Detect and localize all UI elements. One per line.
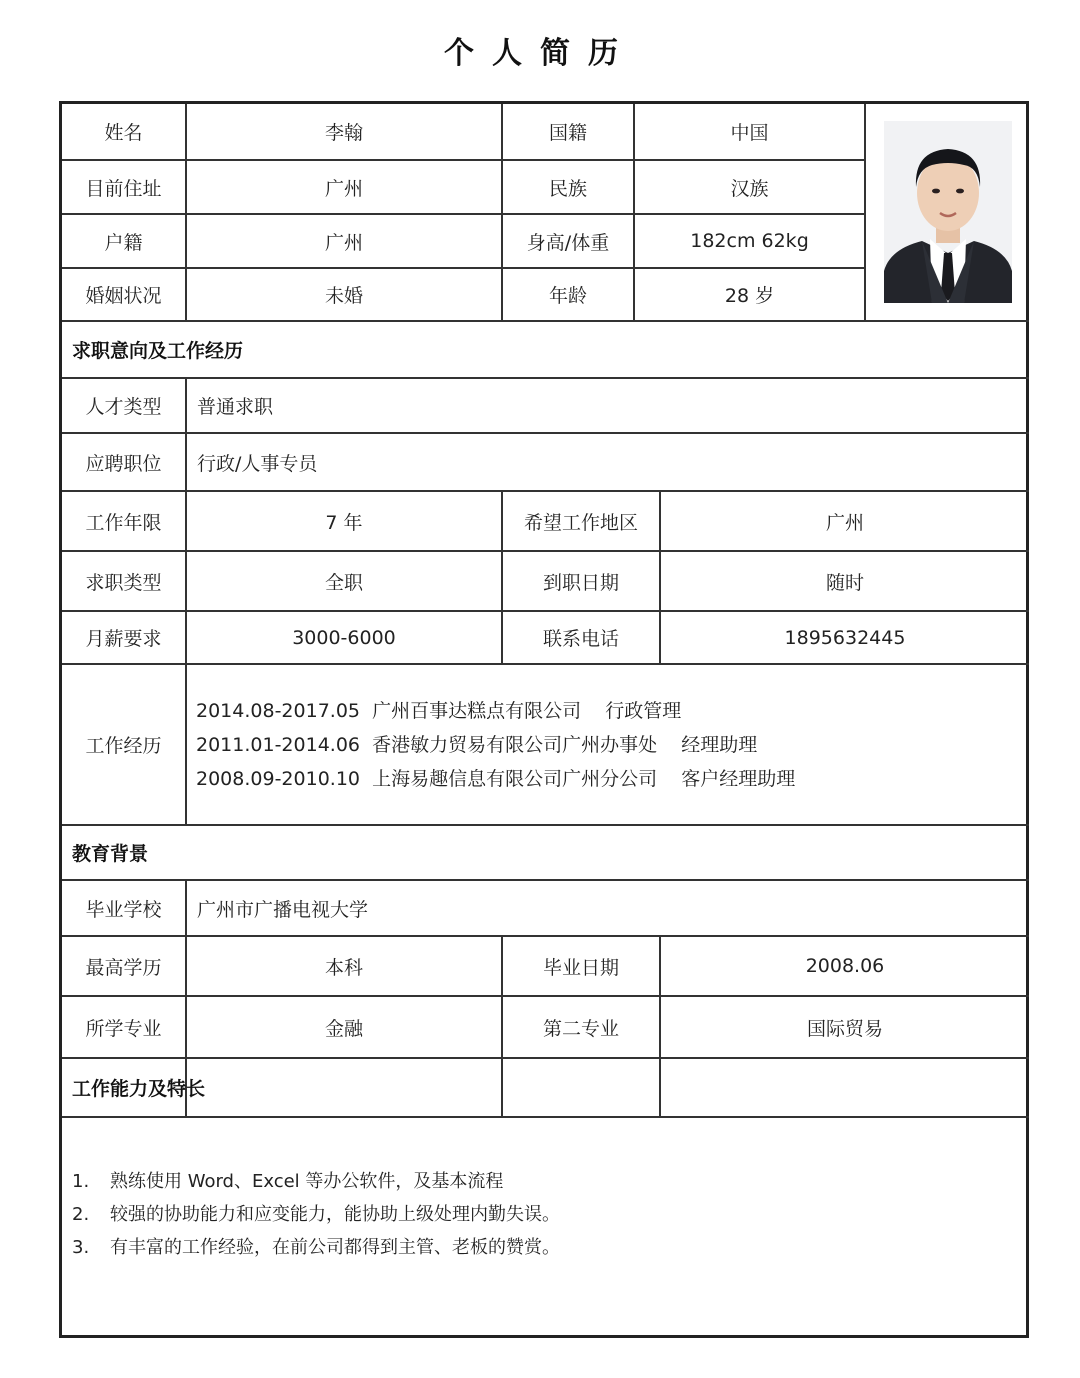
experience-period: 2014.08-2017.05 (196, 700, 360, 722)
section-title-education: 教育背景 (72, 843, 149, 865)
experience-label: 工作经历 (85, 735, 162, 757)
residence-value: 广州 (324, 177, 363, 200)
phone-value: 1895632445 (784, 626, 906, 649)
height-weight-value: 182cm 62kg (690, 230, 809, 252)
ethnicity-label: 民族 (548, 177, 587, 200)
job-type-value: 全职 (324, 571, 363, 594)
page-title: 个人简历 (444, 36, 636, 71)
school-value: 广州市广播电视大学 (197, 898, 369, 921)
grad-date-value: 2008.06 (805, 955, 885, 977)
experience-list (196, 694, 795, 796)
section-title-job: 求职意向及工作经历 (72, 340, 244, 362)
marital-value: 未婚 (324, 285, 363, 307)
hukou-label: 户籍 (104, 231, 143, 254)
years-label: 工作年限 (85, 511, 162, 534)
rule (62, 1057, 1029, 1059)
experience-company: 上海易趣信息有限公司广州分公司 (372, 768, 658, 790)
rule (62, 663, 1029, 665)
list-item (196, 694, 795, 728)
list-item (196, 728, 795, 762)
talent-type-value: 普通求职 (197, 396, 274, 418)
salary-label: 月薪要求 (85, 628, 162, 650)
height-weight-label: 身高/体重 (526, 231, 610, 254)
salary-value: 3000-6000 (292, 626, 396, 649)
ethnicity-value: 汉族 (730, 177, 769, 200)
skill-text: 较强的协助能力和应变能力，能协助上级处理内勤失误。 (110, 1204, 560, 1225)
experience-company: 香港敏力贸易有限公司广州办事处 (372, 734, 658, 756)
rule (864, 104, 866, 320)
skill-text: 熟练使用 Word、Excel 等办公软件，及基本流程 (110, 1171, 504, 1192)
desired-area-value: 广州 (825, 511, 864, 534)
experience-role: 经理助理 (681, 734, 758, 756)
years-value: 7 年 (325, 511, 363, 534)
skill-number: 1. (72, 1171, 90, 1192)
list-item (72, 1198, 560, 1231)
experience-role: 行政管理 (605, 700, 682, 722)
grad-date-label: 毕业日期 (542, 956, 619, 979)
school-label: 毕业学校 (85, 898, 162, 921)
position-label: 应聘职位 (85, 452, 162, 475)
desired-area-label: 希望工作地区 (523, 511, 638, 534)
marital-label: 婚姻状况 (85, 285, 162, 307)
rule (62, 824, 1029, 826)
rule (62, 1116, 1029, 1118)
major-value: 金融 (324, 1017, 363, 1040)
hukou-value: 广州 (324, 231, 363, 254)
age-label: 年龄 (548, 285, 587, 307)
list-item (72, 1165, 560, 1198)
job-type-label: 求职类型 (85, 571, 162, 594)
name-label: 姓名 (104, 122, 143, 144)
nationality-label: 国籍 (548, 122, 587, 144)
nationality-value: 中国 (730, 122, 769, 144)
second-major-value: 国际贸易 (806, 1017, 883, 1040)
major-label: 所学专业 (85, 1017, 162, 1040)
skill-text: 有丰富的工作经验，在前公司都得到主管、老板的赞赏。 (110, 1237, 560, 1258)
profile-photo (884, 121, 1012, 303)
experience-period: 2008.09-2010.10 (196, 768, 360, 790)
experience-period: 2011.01-2014.06 (196, 734, 360, 756)
skill-number: 3. (72, 1237, 90, 1258)
portrait-icon (884, 121, 1012, 303)
experience-role: 客户经理助理 (681, 768, 796, 790)
list-item (72, 1231, 560, 1264)
skill-number: 2. (72, 1204, 90, 1225)
second-major-label: 第二专业 (542, 1017, 619, 1040)
degree-value: 本科 (324, 956, 363, 979)
skills-list (72, 1165, 560, 1264)
position-value: 行政/人事专员 (197, 452, 318, 475)
experience-company: 广州百事达糕点有限公司 (372, 700, 582, 722)
start-date-value: 随时 (825, 571, 864, 594)
age-value: 28 岁 (724, 285, 775, 307)
residence-label: 目前住址 (85, 177, 162, 200)
start-date-label: 到职日期 (542, 571, 619, 594)
list-item (196, 762, 795, 796)
phone-label: 联系电话 (542, 628, 619, 650)
talent-type-label: 人才类型 (85, 396, 162, 418)
name-value: 李翰 (324, 122, 363, 144)
section-title-skills: 工作能力及特长 (72, 1078, 206, 1100)
degree-label: 最高学历 (85, 956, 162, 979)
resume-table (59, 101, 1029, 1338)
